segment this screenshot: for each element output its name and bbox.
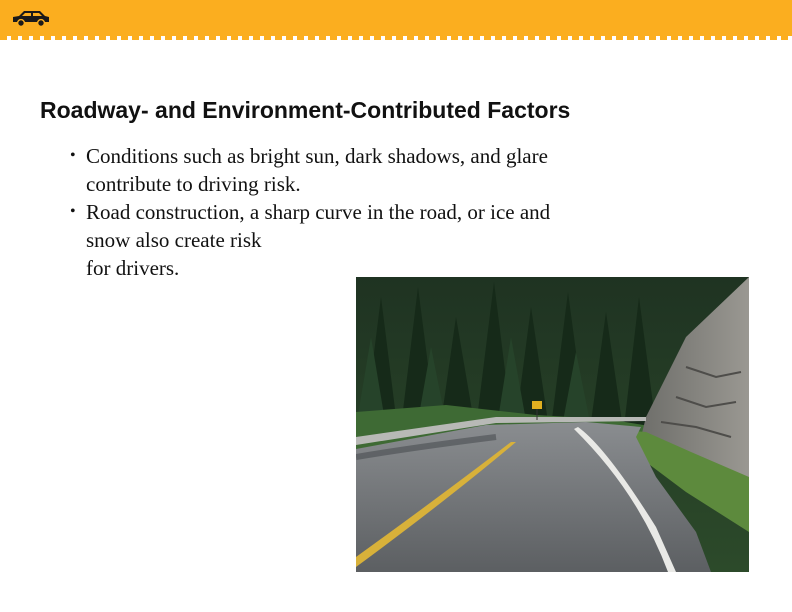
header-bar: [0, 0, 792, 36]
bullet-list: [70, 142, 640, 282]
header-dashed-border: [0, 36, 792, 40]
bullet-item: [70, 198, 640, 282]
bullet-dot: •: [70, 203, 76, 220]
slide-title: Roadway- and Environment-Contributed Factors: [40, 97, 571, 123]
road-curve-photo: [356, 277, 749, 572]
bullet-text-line: Road construction, a sharp curve in the road, or ice and: [86, 200, 551, 224]
bullet-dot: •: [70, 147, 76, 164]
car-icon: [10, 9, 52, 27]
bullet-text-line: contribute to driving risk.: [86, 172, 301, 196]
bullet-text-line: snow also create risk: [86, 228, 262, 252]
bullet-text-line: for drivers.: [86, 256, 180, 280]
bullet-item: [70, 142, 640, 198]
bullet-text-line: Conditions such as bright sun, dark shadows, and glare: [86, 144, 548, 168]
